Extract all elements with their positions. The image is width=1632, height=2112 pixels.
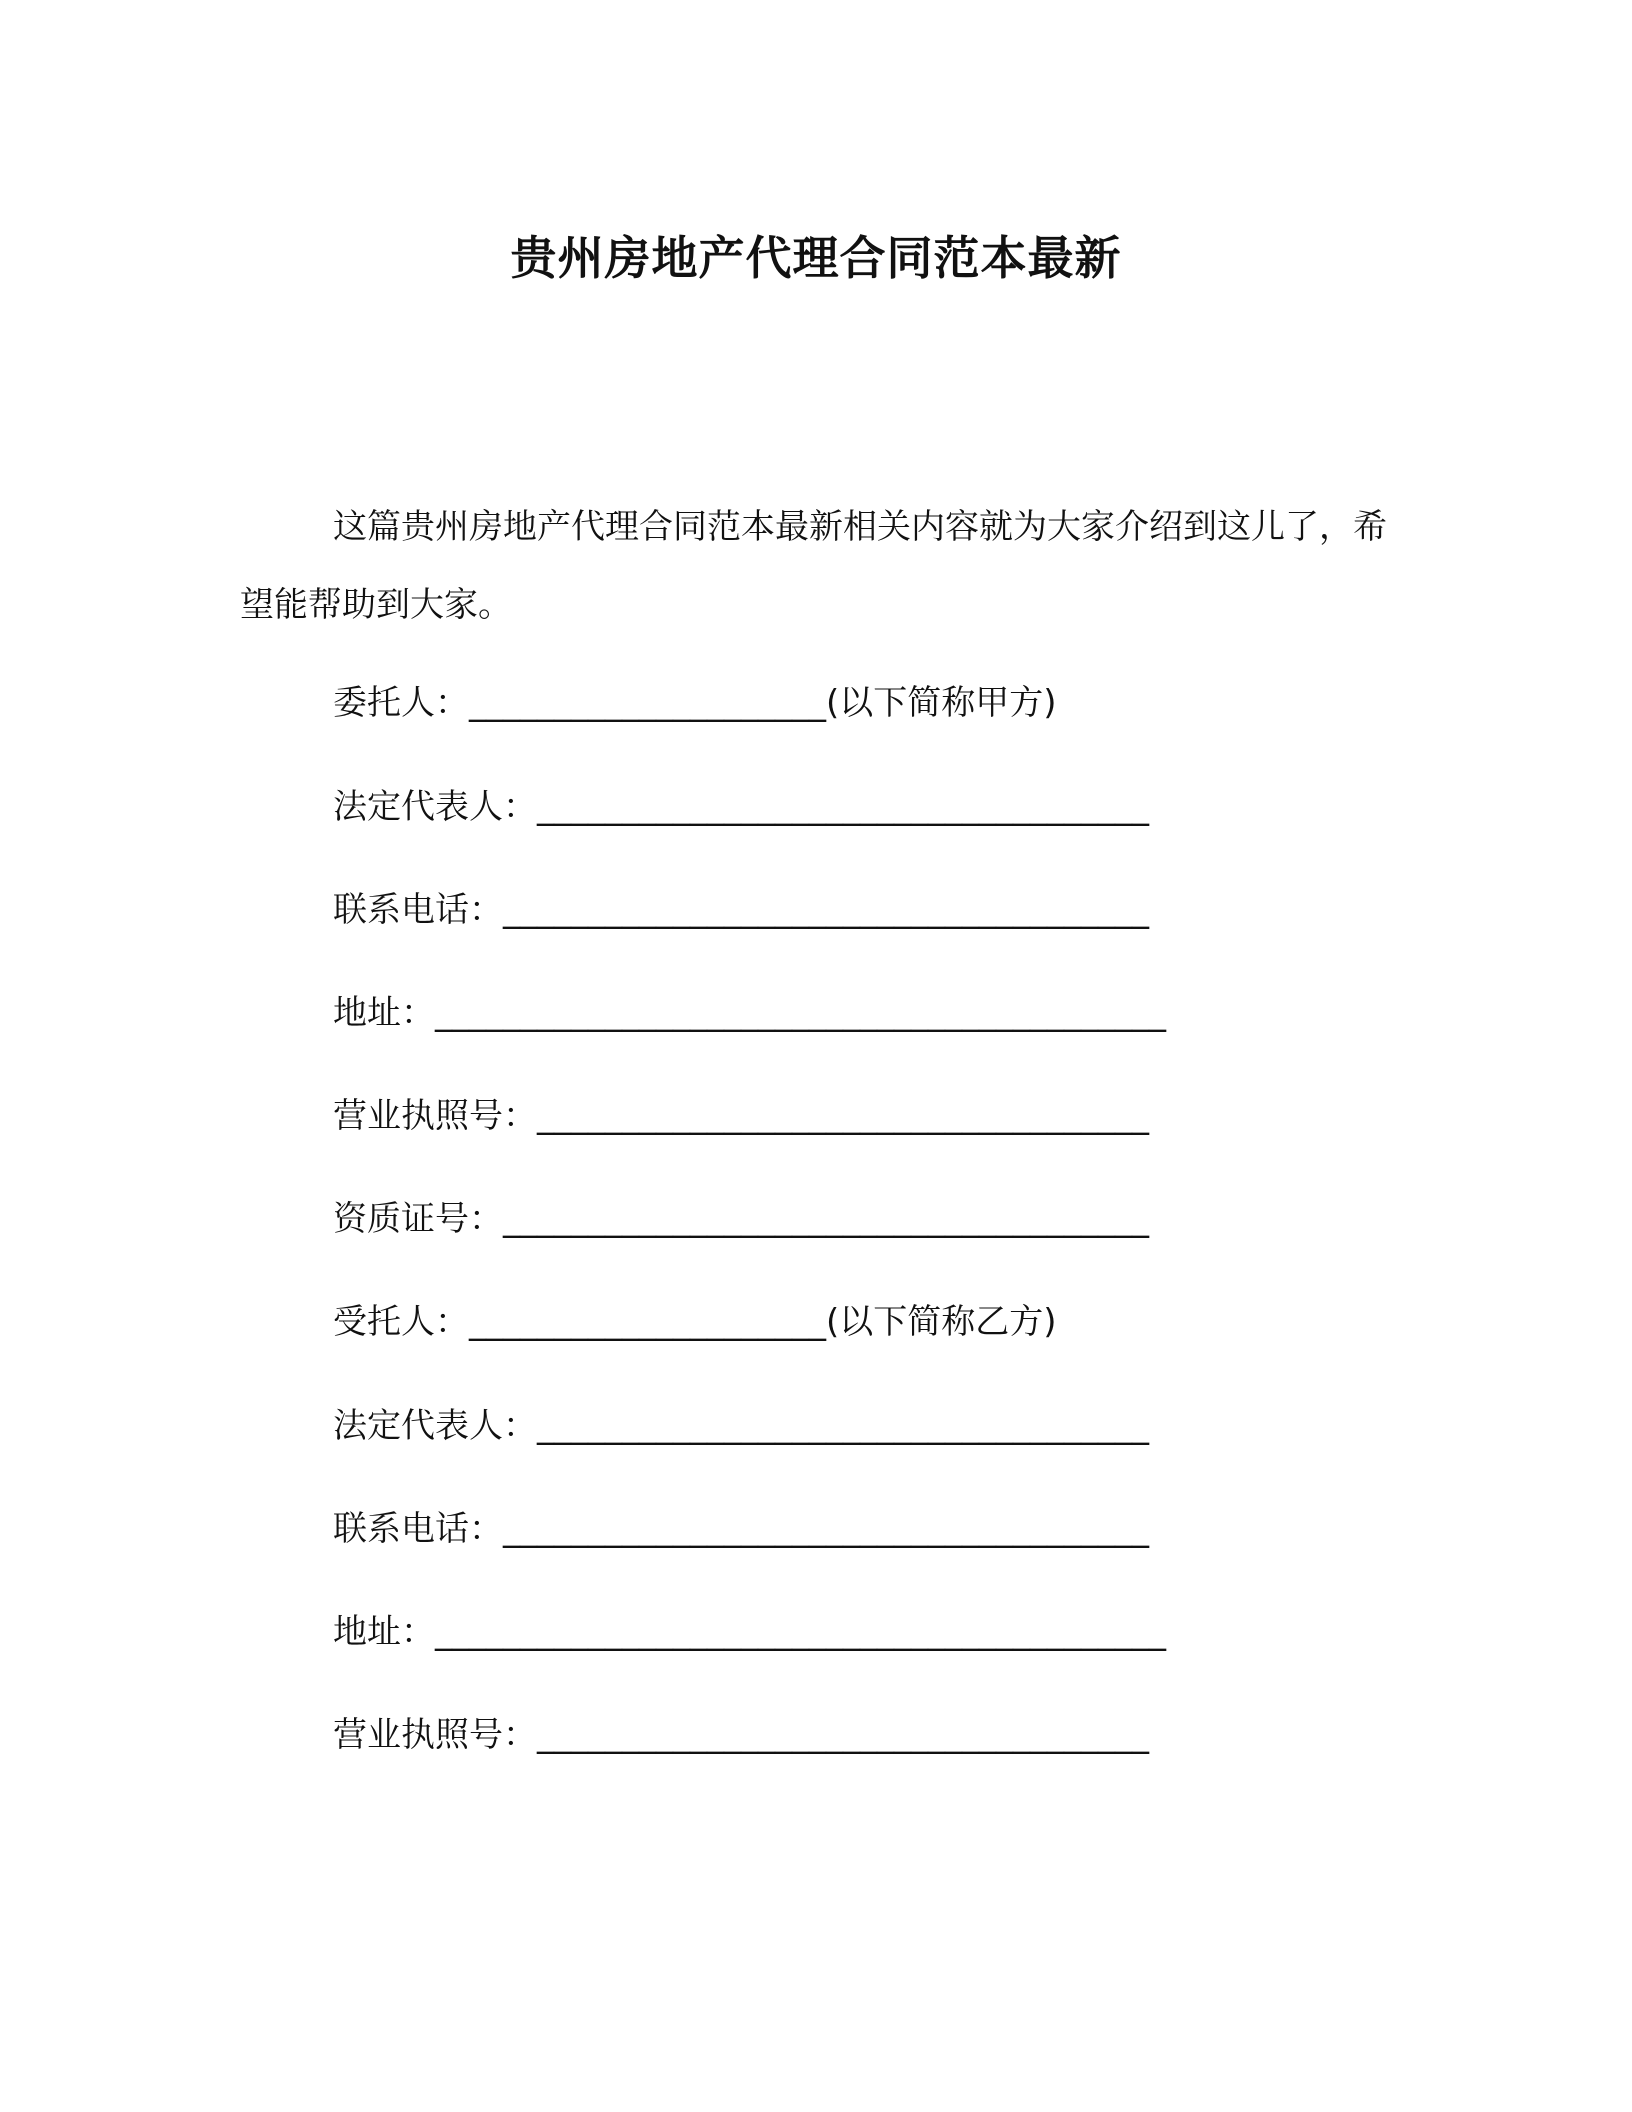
field-label: 法定代表人： <box>333 1406 537 1446</box>
field-label: 联系电话： <box>333 1509 503 1549</box>
field-row-license-a <box>333 1093 1149 1139</box>
fill-in-blank: ____________________________________ <box>537 1715 1149 1755</box>
field-label: 受托人： <box>333 1302 469 1342</box>
field-suffix: (以下简称甲方) <box>826 683 1057 723</box>
fill-in-blank: _____________________ <box>469 1302 826 1342</box>
field-suffix: (以下简称乙方) <box>826 1302 1057 1342</box>
fill-in-blank: _____________________ <box>469 683 826 723</box>
field-row-qualification <box>333 1196 1149 1242</box>
field-row-phone-b <box>333 1506 1149 1552</box>
document-title: 贵州房地产代理合同范本最新 <box>510 231 1122 285</box>
intro-paragraph: 这篇贵州房地产代理合同范本最新相关内容就为大家介绍到这儿了，希望能帮助到大家。 <box>240 507 1387 625</box>
field-row-legal-rep-b <box>333 1403 1149 1449</box>
field-label: 法定代表人： <box>333 787 537 827</box>
fill-in-blank: ____________________________________ <box>537 1096 1149 1136</box>
field-label: 营业执照号： <box>333 1096 537 1136</box>
field-label: 联系电话： <box>333 890 503 930</box>
field-row-license-b <box>333 1712 1149 1758</box>
field-row-phone-a <box>333 887 1149 933</box>
field-label: 地址： <box>333 1612 435 1652</box>
field-row-address-b <box>333 1609 1166 1655</box>
field-row-address-a <box>333 990 1166 1036</box>
fill-in-blank: ___________________________________________ <box>435 1612 1166 1652</box>
field-label: 营业执照号： <box>333 1715 537 1755</box>
fill-in-blank: ______________________________________ <box>503 1199 1149 1239</box>
fill-in-blank: ____________________________________ <box>537 787 1149 827</box>
field-label: 委托人： <box>333 683 469 723</box>
fill-in-blank: ___________________________________________ <box>435 993 1166 1033</box>
field-label: 资质证号： <box>333 1199 503 1239</box>
field-label: 地址： <box>333 993 435 1033</box>
fill-in-blank: ______________________________________ <box>503 1509 1149 1549</box>
fill-in-blank: ____________________________________ <box>537 1406 1149 1446</box>
field-row-agent <box>333 1299 1057 1345</box>
field-row-principal <box>333 680 1057 726</box>
field-row-legal-rep-a <box>333 784 1149 830</box>
fill-in-blank: ______________________________________ <box>503 890 1149 930</box>
